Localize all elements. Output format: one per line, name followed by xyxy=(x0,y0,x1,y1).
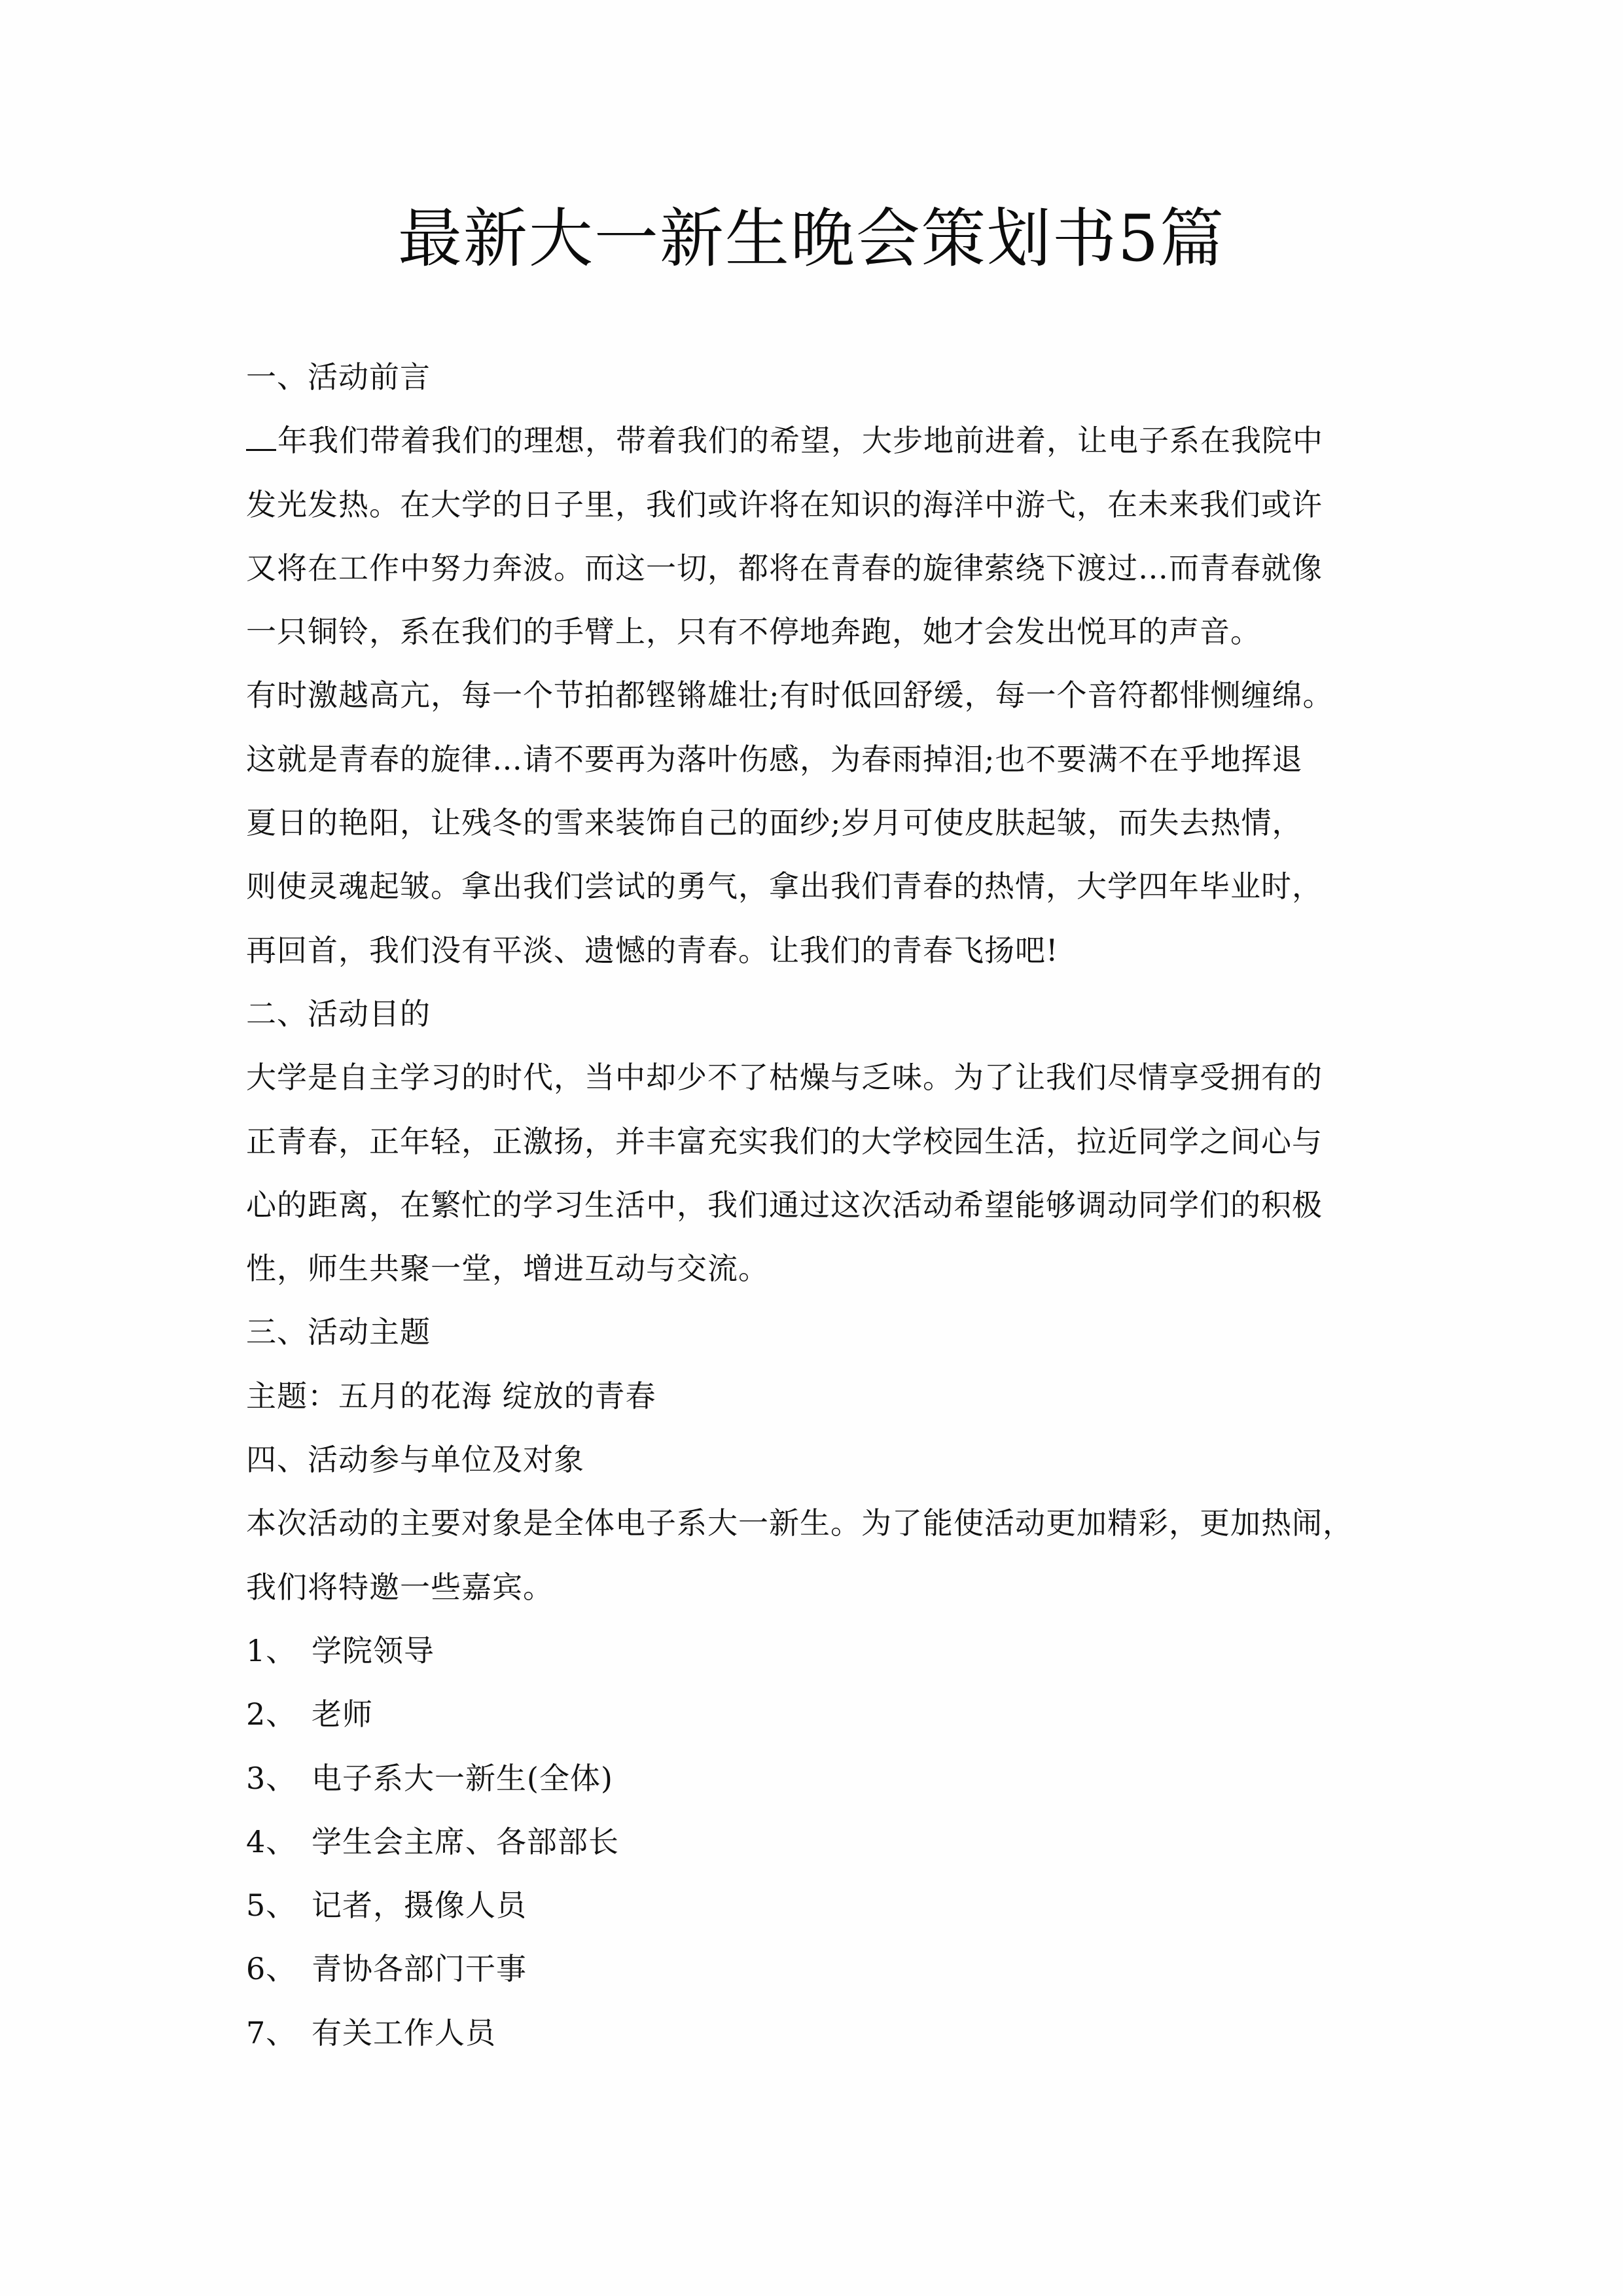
list-text: 记者，摄像人员 xyxy=(312,1888,527,1924)
section-heading-participants: 四、活动参与单位及对象 xyxy=(246,1442,584,1478)
paragraph-line: 正青春，正年轻，正激扬，并丰富充实我们的大学校园生活，拉近同学之间心与 xyxy=(246,1123,1323,1159)
paragraph-line: 主题：五月的花海 绽放的青春 xyxy=(246,1378,656,1414)
list-text: 有关工作人员 xyxy=(312,2015,496,2051)
list-item xyxy=(246,1874,1385,1937)
list-item xyxy=(246,1619,1385,1683)
paragraph-line: 再回首，我们没有平淡、遗憾的青春。让我们的青春飞扬吧! xyxy=(246,932,1059,968)
section-heading-preface: 一、活动前言 xyxy=(246,359,431,395)
list-item xyxy=(246,2001,1385,2065)
document-title: 最新大一新生晚会策划书5篇 xyxy=(397,202,1226,276)
section-heading-purpose: 二、活动目的 xyxy=(246,996,431,1031)
document-body xyxy=(246,346,1385,2065)
paragraph-line: 性，师生共聚一堂，增进互动与交流。 xyxy=(246,1251,769,1287)
list-number: 5、 xyxy=(246,1888,297,1924)
paragraph-line: 则使灵魂起皱。拿出我们尝试的勇气，拿出我们青春的热情，大学四年毕业时， xyxy=(246,869,1323,905)
paragraph-line: 心的距离，在繁忙的学习生活中，我们通过这次活动希望能够调动同学们的积极 xyxy=(246,1187,1323,1223)
list-text: 电子系大一新生(全体) xyxy=(312,1760,613,1796)
blank-underscore xyxy=(246,423,276,451)
paragraph-line: 大学是自主学习的时代，当中却少不了枯燥与乏味。为了让我们尽情享受拥有的 xyxy=(246,1060,1323,1096)
paragraph-line: 一只铜铃，系在我们的手臂上，只有不停地奔跑，她才会发出悦耳的声音。 xyxy=(246,614,1261,650)
list-text: 学院领导 xyxy=(312,1632,435,1668)
paragraph-line: 有时激越高亢，每一个节拍都铿锵雄壮;有时低回舒缓，每一个音符都悱恻缠绵。 xyxy=(246,677,1334,713)
paragraph-line xyxy=(246,409,1385,473)
paragraph-line: 我们将特邀一些嘉宾。 xyxy=(246,1569,554,1605)
list-number: 6、 xyxy=(246,1951,297,1987)
paragraph-line: 发光发热。在大学的日子里，我们或许将在知识的海洋中游弋，在未来我们或许 xyxy=(246,486,1323,522)
list-number: 1、 xyxy=(246,1632,297,1668)
paragraph-line: 本次活动的主要对象是全体电子系大一新生。为了能使活动更加精彩，更加热闹， xyxy=(246,1505,1353,1541)
paragraph-line: 这就是青春的旋律…请不要再为落叶伤感，为春雨掉泪;也不要满不在乎地挥退 xyxy=(246,741,1303,777)
paragraph-text: 年我们带着我们的理想，带着我们的希望，大步地前进着，让电子系在我院中 xyxy=(277,423,1323,459)
paragraph-line: 夏日的艳阳，让残冬的雪来装饰自己的面纱;岁月可使皮肤起皱，而失去热情， xyxy=(246,805,1303,841)
list-text: 老师 xyxy=(312,1696,373,1732)
list-item xyxy=(246,1683,1385,1746)
list-item xyxy=(246,1747,1385,1810)
list-item xyxy=(246,1937,1385,2001)
paragraph-line: 又将在工作中努力奔波。而这一切，都将在青春的旋律萦绕下渡过…而青春就像 xyxy=(246,550,1323,586)
section-heading-theme: 三、活动主题 xyxy=(246,1314,431,1350)
list-number: 2、 xyxy=(246,1696,297,1732)
list-number: 7、 xyxy=(246,2015,297,2051)
list-number: 3、 xyxy=(246,1760,297,1796)
list-item xyxy=(246,1810,1385,1874)
list-number: 4、 xyxy=(246,1823,297,1859)
list-text: 青协各部门干事 xyxy=(312,1951,527,1987)
list-text: 学生会主席、各部部长 xyxy=(312,1823,619,1859)
